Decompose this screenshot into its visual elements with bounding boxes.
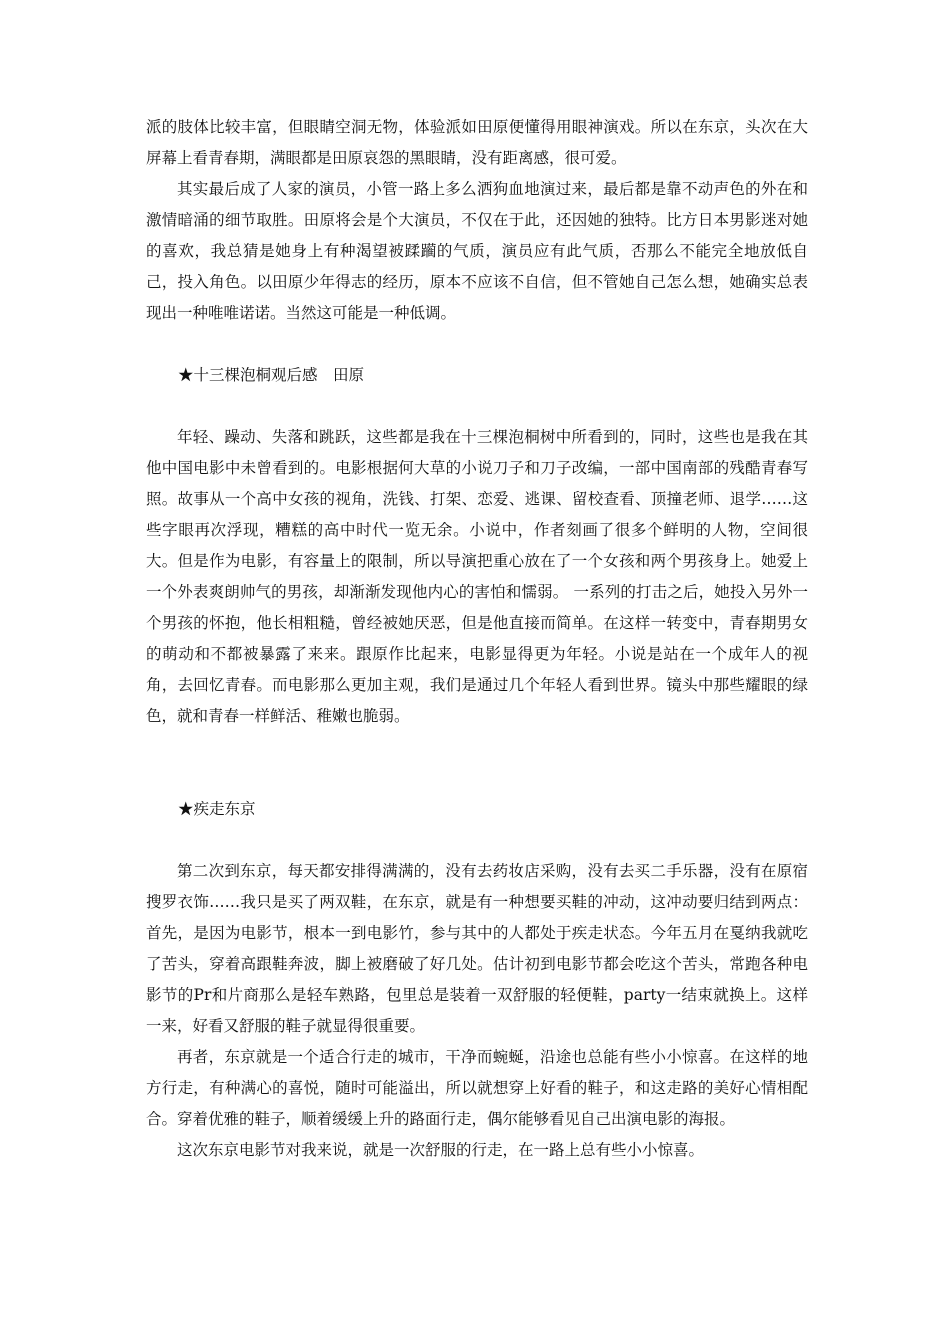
section-heading-review: ★十三棵泡桐观后感 田原 xyxy=(178,366,365,384)
document-page xyxy=(146,112,808,1166)
paragraph-actors: 其实最后成了人家的演员，小管一路上多么洒狗血地演过来，最后都是靠不动声色的外在和激情暗涌的细节取胜。田原将会是个大演员，不仅在于此，还因她的独特。比方日本男影迷对她的喜欢，我总猜是她身上有种渴望被蹂躏的气质，演员应有此气质，否那么不能完全地放低自己，投入角色。以田原少年得志的经历，原本不应该不自信，但不管她自己怎么想，她确实总表现出一种唯唯诺诺。当然这可能是一种低调。 xyxy=(146,180,808,322)
spacer xyxy=(146,825,808,856)
section-heading-tokyo: ★疾走东京 xyxy=(178,800,256,818)
paragraph-review: 年轻、躁动、失落和跳跃，这些都是我在十三棵泡桐树中所看到的，同时，这些也是我在其他中国电影中未曾看到的。电影根据何大草的小说刀子和刀子改编，一部中国南部的残酷青春写照。故事从一个高中女孩的视角，洗钱、打架、恋爱、逃课、留校查看、顶撞老师、退学……这些字眼再次浮现，糟糕的高中时代一览无余。小说中，作者刻画了很多个鲜明的人物，空间很大。但是作为电影，有容量上的限制，所以导演把重心放在了一个女孩和两个男孩身上。她爱上一个外表爽朗帅气的男孩，却渐渐发现他内心的害怕和懦弱。 一系列的打击之后，她投入另外一个男孩的怀抱，他长相粗糙，曾经被她厌恶，但是他直接而简单。在这样一转变中，青春期男女的萌动和不都被暴露了来来。跟原作比起来，电影显得更为年轻。小说是站在一个成年人的视角，去回忆青春。而电影那么更加主观，我们是通过几个年轻人看到世界。镜头中那些耀眼的绿色，就和青春一样鲜活、稚嫩也脆弱。 xyxy=(146,428,808,725)
paragraph-tokyo-1: 第二次到东京，每天都安排得满满的，没有去药妆店采购，没有去买二手乐器，没有在原宿搜罗衣饰……我只是买了两双鞋，在东京，就是有一种想要买鞋的冲动，这冲动要归结到两点：首先，是因为电影节，根本一到电影竹，参与其中的人都处于疾走状态。今年五月在戛纳我就吃了苦头，穿着高跟鞋奔波，脚上被磨破了好几处。估计初到电影节都会吃这个苦头，常跑各种电影节的Pr和片商那么是轻车熟路，包里总是装着一双舒服的轻便鞋，party一结束就换上。这样一来，好看又舒服的鞋子就显得很重要。 xyxy=(146,862,808,1035)
paragraph-continued: 派的肢体比较丰富，但眼睛空洞无物，体验派如田原便懂得用眼神演戏。所以在东京，头次在大屏幕上看青春期，满眼都是田原哀怨的黑眼睛，没有距离感，很可爱。 xyxy=(146,118,808,167)
paragraph-tokyo-3: 这次东京电影节对我来说，就是一次舒服的行走，在一路上总有些小小惊喜。 xyxy=(177,1141,705,1159)
spacer xyxy=(146,732,808,794)
paragraph-tokyo-2: 再者，东京就是一个适合行走的城市，干净而蜿蜒，沿途也总能有些小小惊喜。在这样的地方行走，有种满心的喜悦，随时可能溢出，所以就想穿上好看的鞋子，和这走路的美好心情相配合。穿着优雅的鞋子，顺着缓缓上升的路面行走，偶尔能够看见自己出演电影的海报。 xyxy=(146,1048,808,1128)
spacer xyxy=(146,329,808,360)
spacer xyxy=(146,391,808,422)
